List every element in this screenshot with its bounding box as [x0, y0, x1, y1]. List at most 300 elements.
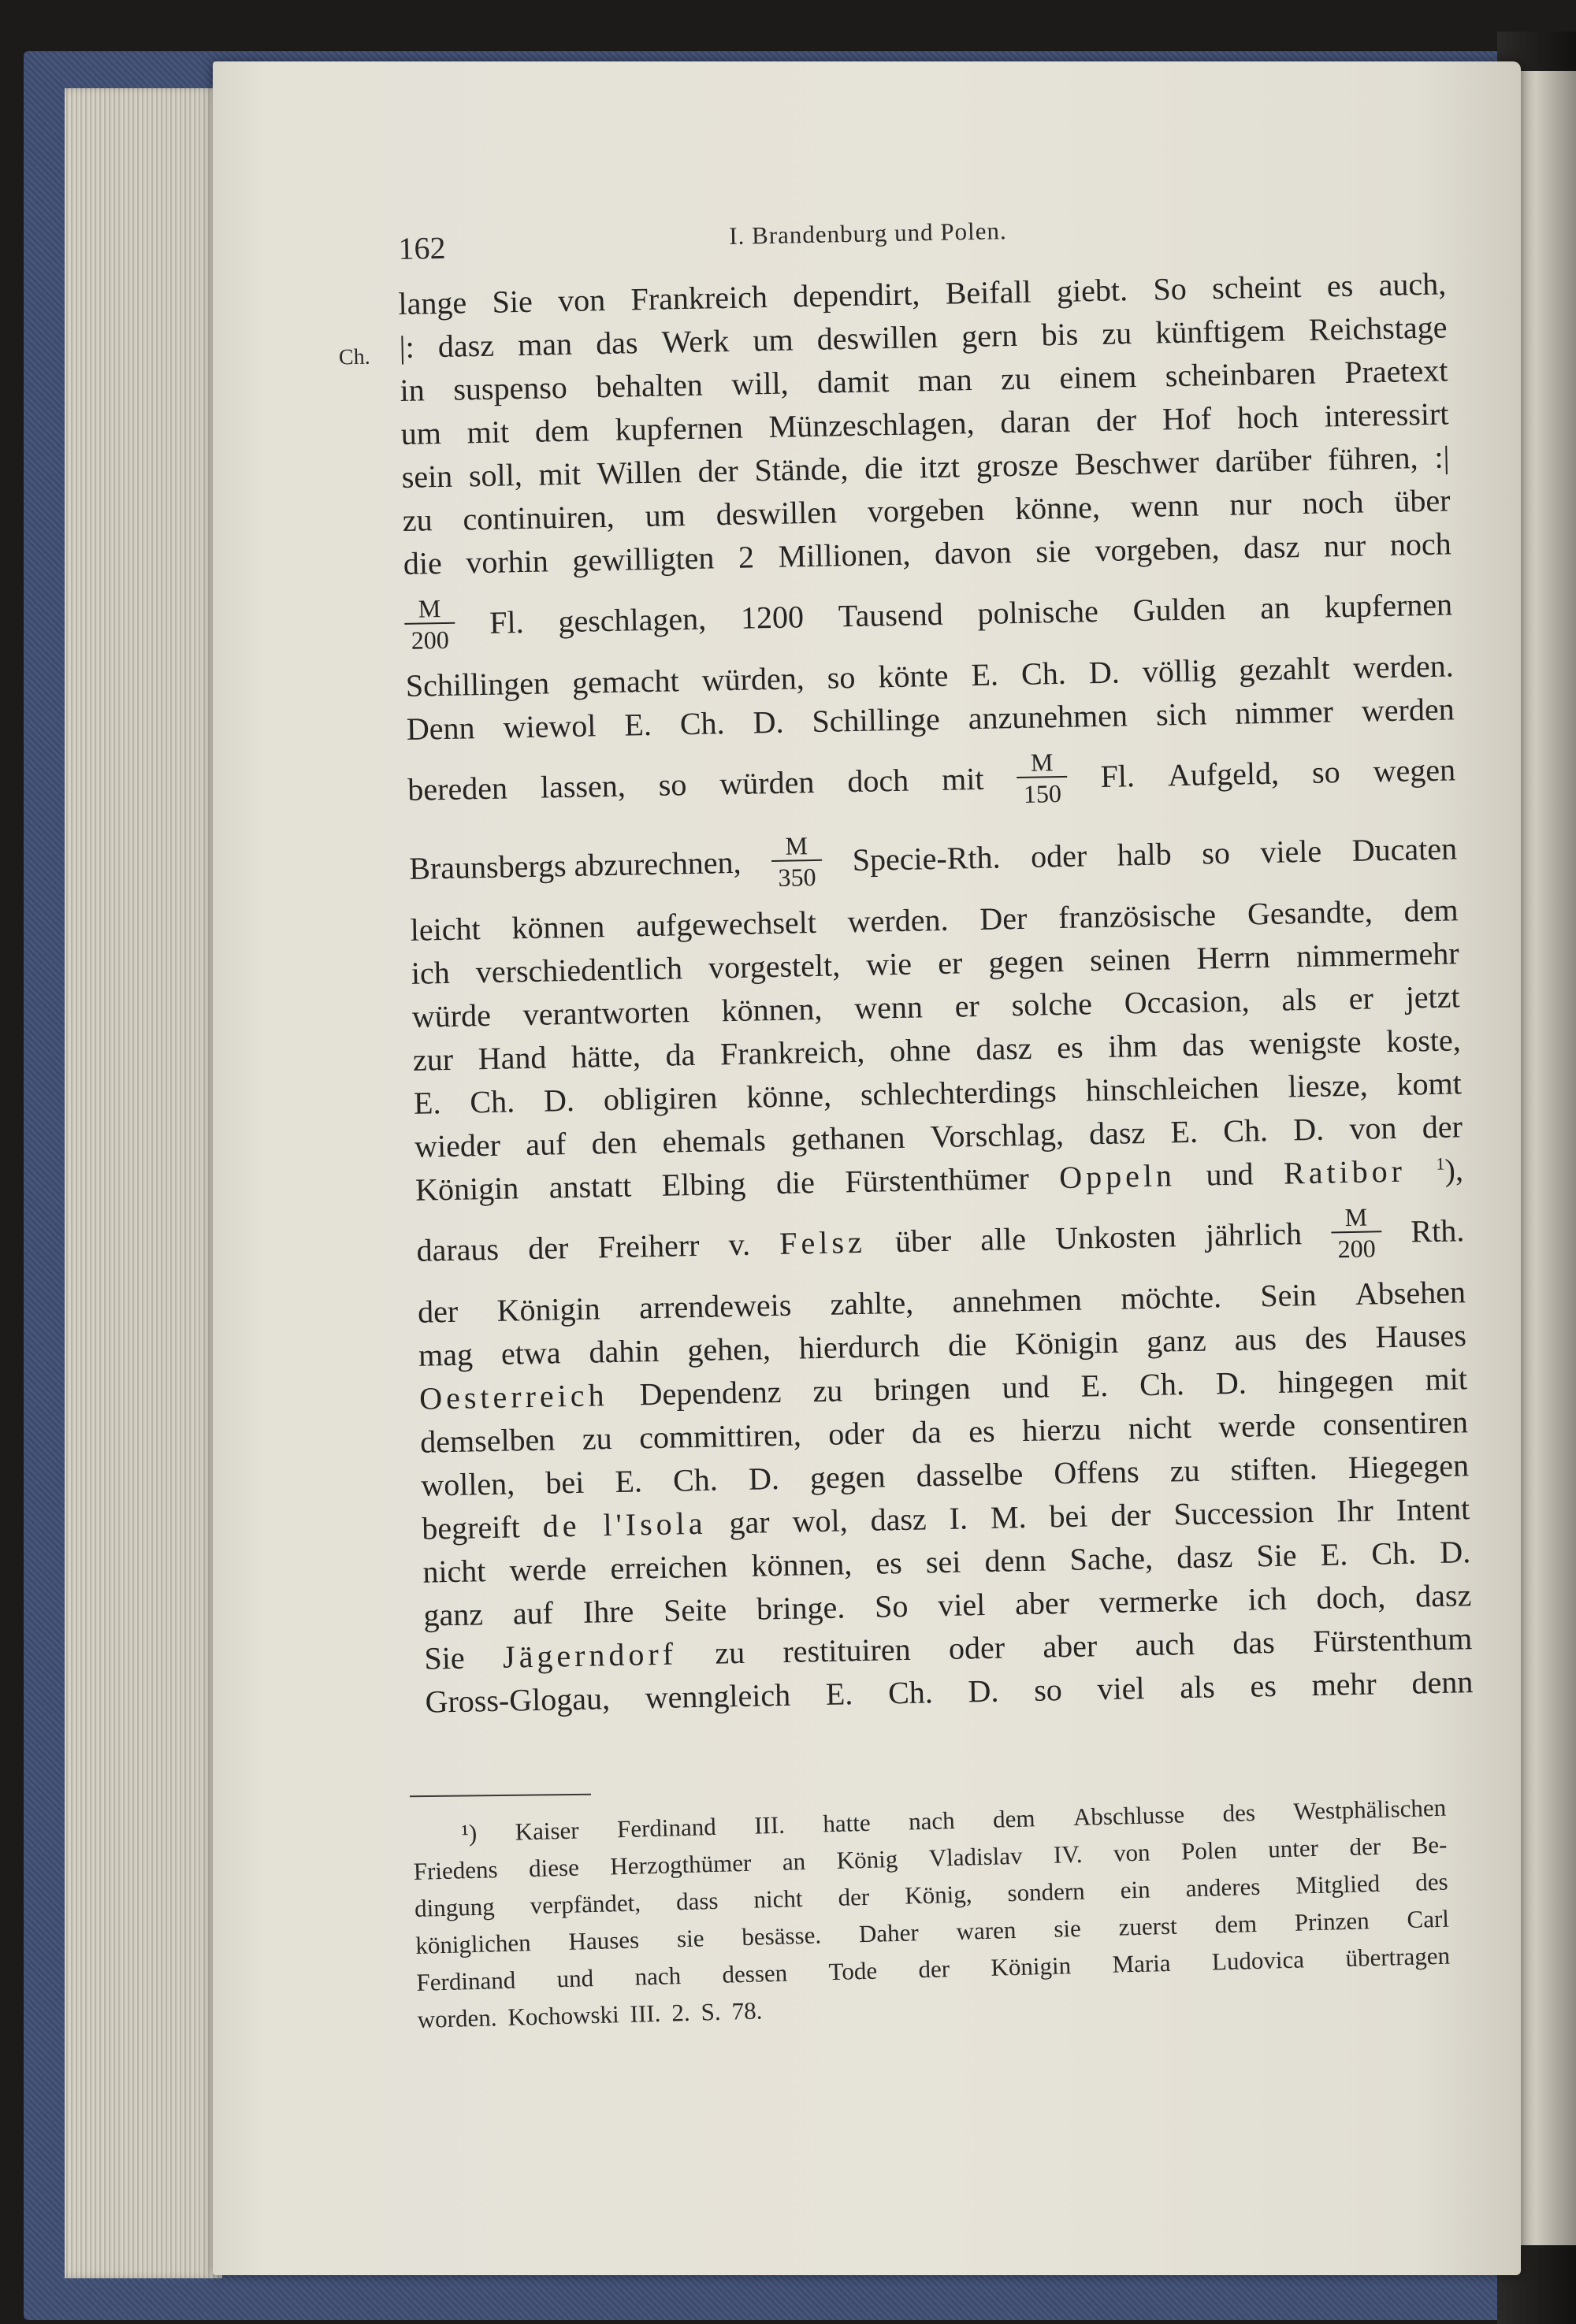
- running-head: I. Brandenburg und Polen.: [728, 217, 1007, 250]
- word: oder: [827, 1415, 885, 1452]
- word: Sie: [492, 283, 533, 320]
- word: da: [665, 1036, 696, 1073]
- word: Praetext: [1344, 352, 1448, 390]
- word: kupfernen: [1324, 586, 1453, 625]
- word: auf: [525, 1126, 567, 1163]
- word: es: [875, 1545, 903, 1581]
- word: vorgeben: [867, 491, 985, 529]
- word: stiften.: [1230, 1450, 1318, 1487]
- word: worden.: [417, 2003, 497, 2033]
- word: hatte: [822, 1808, 872, 1838]
- word: IV.: [1053, 1840, 1083, 1869]
- word: der: [838, 1882, 870, 1911]
- fraction: [1017, 748, 1068, 808]
- word: Elbing: [661, 1165, 746, 1203]
- word: der: [697, 452, 739, 489]
- word: davon: [934, 534, 1013, 571]
- word: scheint: [1211, 268, 1302, 306]
- word: erreichen: [610, 1548, 728, 1587]
- word: seinen: [1089, 941, 1171, 978]
- word: D.: [1088, 654, 1121, 691]
- word: deswillen: [816, 318, 939, 357]
- word: Schillinge: [812, 700, 941, 740]
- word: zu: [1000, 360, 1031, 397]
- word: Be-: [1411, 1830, 1448, 1859]
- word: königlichen: [414, 1929, 532, 1959]
- word: vorgestelt,: [708, 947, 841, 986]
- word: noch: [1302, 484, 1364, 522]
- word: Ferdinand: [416, 1966, 516, 1996]
- word: Fl.: [1100, 758, 1136, 794]
- word: viel: [937, 1587, 986, 1624]
- word: hoch: [1236, 399, 1299, 436]
- word: einem: [1059, 358, 1137, 395]
- word: aus: [1234, 1320, 1277, 1357]
- word: de: [542, 1507, 581, 1544]
- word: E.: [1080, 1367, 1109, 1404]
- word: Carl: [1407, 1904, 1450, 1933]
- word: Absehen: [1355, 1274, 1466, 1312]
- word: Königin: [414, 1170, 519, 1208]
- page-block-edges: [65, 88, 222, 2278]
- word: anderes: [1185, 1872, 1261, 1903]
- word: etwa: [500, 1335, 561, 1372]
- word: E.: [1320, 1536, 1348, 1572]
- word: dasz: [1243, 529, 1300, 566]
- word: Denn: [406, 710, 475, 747]
- word: Fl.: [489, 604, 524, 640]
- word: ganz: [1146, 1322, 1207, 1360]
- word: Beifall: [945, 273, 1032, 311]
- word: grosze: [976, 446, 1059, 484]
- word: darüber: [1214, 441, 1312, 480]
- word: interessirt: [1324, 395, 1449, 434]
- word: Offens: [1053, 1453, 1139, 1491]
- word: übertragen: [1345, 1941, 1451, 1973]
- word: damit: [816, 363, 890, 400]
- word: zu: [1169, 1452, 1200, 1489]
- word: oder: [948, 1629, 1005, 1666]
- word: Gesandte,: [1247, 893, 1373, 932]
- word: sondern: [1007, 1877, 1086, 1907]
- word: Münzeschlagen,: [768, 404, 975, 444]
- word: denn: [984, 1542, 1046, 1580]
- word: zu: [812, 1372, 843, 1409]
- word: ¹): [461, 1818, 478, 1847]
- word: sie: [676, 1924, 704, 1953]
- word: Jägerndorf: [502, 1635, 678, 1675]
- word: aufgewechselt: [635, 904, 817, 944]
- word: ohne: [889, 1031, 952, 1069]
- word: geschlagen,: [558, 600, 707, 640]
- word: giebt.: [1056, 272, 1128, 309]
- word: des: [1222, 1798, 1256, 1828]
- word: das: [595, 325, 638, 362]
- word: behalten: [595, 366, 704, 405]
- word: mit: [538, 455, 582, 492]
- word: zahlte,: [830, 1284, 914, 1322]
- word: So: [1153, 270, 1188, 307]
- word: bei: [1049, 1498, 1088, 1535]
- word: sie: [1053, 1914, 1082, 1943]
- word: sein: [401, 458, 453, 495]
- word: restituiren: [782, 1631, 912, 1669]
- word: 1200: [740, 599, 805, 636]
- word: bringen: [873, 1370, 971, 1408]
- word: nach: [634, 1962, 682, 1991]
- word: die: [947, 1326, 987, 1363]
- word: von: [557, 281, 606, 319]
- word: so: [1311, 754, 1341, 790]
- word: und: [1002, 1368, 1050, 1405]
- word: ich: [411, 954, 451, 991]
- word: Ch.: [1020, 655, 1067, 692]
- word: sei: [925, 1543, 961, 1580]
- fraction-denominator: 200: [404, 622, 455, 655]
- word: gezahlt: [1238, 650, 1331, 688]
- word: 2.: [671, 1998, 691, 2027]
- word: dessen: [722, 1958, 788, 1988]
- word: Maria: [1112, 1948, 1172, 1978]
- word: schlechterdings: [860, 1073, 1057, 1112]
- word: des: [1304, 1320, 1347, 1357]
- word: unter: [1267, 1833, 1319, 1863]
- word: wegen: [1373, 752, 1456, 789]
- word: Seite: [663, 1591, 727, 1628]
- word: aber: [1014, 1584, 1070, 1622]
- word: gegen: [809, 1458, 886, 1496]
- word: begreift: [421, 1509, 521, 1546]
- word: und: [556, 1964, 594, 1993]
- word: Tausend: [838, 596, 943, 634]
- word: wieder: [414, 1127, 501, 1164]
- word: es: [1056, 1029, 1084, 1066]
- word: itzt: [919, 448, 961, 485]
- word: alle: [979, 1220, 1027, 1258]
- word: an: [1259, 589, 1291, 626]
- word: vermerke: [1098, 1582, 1219, 1620]
- word: E.: [971, 656, 999, 693]
- word: E.: [615, 1463, 643, 1499]
- word: könne,: [745, 1077, 832, 1115]
- word: ein: [1120, 1875, 1151, 1904]
- word: anzunehmen: [968, 697, 1128, 737]
- word: Königin: [1014, 1323, 1119, 1362]
- word: polnische: [977, 593, 1099, 631]
- word: Ludovica: [1211, 1945, 1305, 1976]
- word: D.: [1215, 1364, 1247, 1401]
- word: oder: [1030, 837, 1087, 874]
- word: dasz: [976, 1030, 1032, 1067]
- word: anstatt: [548, 1168, 632, 1205]
- word: diese: [528, 1853, 580, 1883]
- word: Ihre: [582, 1593, 634, 1630]
- word: König: [836, 1844, 898, 1874]
- word: nur: [1323, 527, 1366, 564]
- word: die: [403, 545, 443, 581]
- word: dasselbe: [916, 1456, 1024, 1494]
- word: Unkosten: [1054, 1218, 1177, 1257]
- word: Gulden: [1132, 590, 1226, 629]
- fraction: [404, 594, 455, 655]
- word: mag: [418, 1336, 474, 1373]
- word: dasz: [1176, 1538, 1233, 1576]
- word: Friedens: [413, 1855, 499, 1885]
- word: nimmermehr: [1295, 935, 1459, 975]
- word: daran: [999, 403, 1071, 440]
- word: möchte.: [1120, 1279, 1222, 1316]
- word: sie: [1035, 533, 1072, 570]
- word: Ferdinand: [616, 1812, 717, 1843]
- word: leicht: [410, 911, 481, 948]
- word: wol,: [792, 1502, 849, 1539]
- word: Hauses: [568, 1925, 640, 1955]
- word: sich: [1155, 696, 1207, 733]
- word: könne,: [1014, 488, 1101, 527]
- word: denn: [1411, 1664, 1474, 1701]
- word: Ch.: [679, 705, 725, 742]
- word: um: [753, 321, 794, 358]
- word: an: [782, 1847, 806, 1876]
- word: Herrn: [1196, 938, 1271, 976]
- line-text: Rth.: [1411, 1212, 1465, 1249]
- word: nicht: [1128, 1409, 1192, 1446]
- word: wollen,: [420, 1465, 515, 1503]
- word: werden.: [847, 901, 949, 940]
- word: Mitglied: [1295, 1869, 1381, 1899]
- word: S.: [701, 1997, 722, 2026]
- word: von: [1348, 1109, 1397, 1147]
- word: lassen,: [540, 767, 626, 805]
- word: zuerst: [1118, 1911, 1178, 1941]
- word: Frankreich,: [719, 1033, 865, 1072]
- word: v.: [728, 1226, 751, 1263]
- word: das: [1232, 1624, 1276, 1661]
- word: Oesterreich: [418, 1377, 608, 1416]
- word: Intent: [1396, 1491, 1470, 1528]
- word: Ch.: [672, 1461, 719, 1498]
- word: da: [911, 1414, 942, 1450]
- word: Hauses: [1374, 1317, 1467, 1355]
- word: gehen,: [686, 1331, 771, 1368]
- word: Beschwer: [1074, 444, 1199, 482]
- word: mit: [466, 414, 510, 451]
- word: Willen: [597, 454, 682, 492]
- word: Hiegegen: [1347, 1447, 1470, 1486]
- word: III.: [753, 1810, 786, 1840]
- word: D.: [748, 1460, 780, 1497]
- word: scheinbaren: [1165, 355, 1317, 394]
- word: gewilligten: [571, 540, 715, 578]
- word: verantworten: [522, 993, 690, 1033]
- footnote-ref: [1436, 1148, 1463, 1192]
- word: koste,: [1385, 1022, 1462, 1060]
- fraction-denominator: 200: [1331, 1231, 1382, 1263]
- word: über: [894, 1222, 952, 1260]
- word: Vorschlag,: [930, 1116, 1065, 1155]
- word: Gross-Glogau,: [425, 1680, 611, 1720]
- word: dasz: [870, 1501, 927, 1538]
- word: deswillen: [716, 494, 838, 533]
- word: jetzt: [1405, 978, 1460, 1015]
- word: obligiren: [603, 1079, 718, 1118]
- word: können,: [751, 1546, 853, 1583]
- word: könte: [878, 657, 949, 695]
- word: ganz: [423, 1596, 484, 1633]
- word: l'Isola: [603, 1505, 707, 1543]
- word: Herzogthümer: [609, 1848, 752, 1880]
- word: hinschleichen: [1085, 1069, 1259, 1108]
- word: führen,: [1327, 440, 1418, 477]
- word: Fürstenthum: [1312, 1620, 1473, 1660]
- word: können: [511, 908, 605, 946]
- word: E.: [623, 706, 652, 743]
- word: Ch.: [1139, 1366, 1185, 1403]
- page-number: 162: [398, 229, 446, 266]
- word: viele: [1260, 833, 1322, 871]
- fraction-numerator: M: [418, 594, 441, 623]
- word: bis: [1041, 316, 1079, 353]
- word: soll,: [468, 457, 523, 494]
- word: ich: [1247, 1580, 1288, 1617]
- word: werden.: [1352, 648, 1454, 685]
- word: Frankreich: [630, 279, 768, 317]
- word: So: [874, 1587, 909, 1624]
- word: komt: [1396, 1065, 1463, 1102]
- word: auf: [512, 1595, 554, 1632]
- word: 78.: [731, 1996, 763, 2025]
- word: auch: [1135, 1625, 1195, 1663]
- word: man: [517, 325, 573, 363]
- word: Ch.: [1370, 1535, 1417, 1572]
- word: der: [527, 1230, 569, 1267]
- word: gegen: [988, 942, 1065, 980]
- word: Stände,: [754, 451, 849, 488]
- word: verpfändet,: [530, 1888, 641, 1920]
- word: dasz: [1414, 1577, 1472, 1614]
- word: D.: [1439, 1534, 1471, 1570]
- word: consentiren: [1322, 1404, 1469, 1442]
- word: E.: [413, 1085, 441, 1121]
- word: annehmen: [952, 1281, 1083, 1320]
- word: D.: [1292, 1111, 1325, 1148]
- word: doch: [846, 762, 909, 800]
- word: Sie: [1256, 1537, 1297, 1574]
- word: wenn: [853, 989, 924, 1026]
- word: er: [937, 945, 963, 982]
- word: Succession: [1173, 1493, 1314, 1532]
- word: Schillingen: [405, 665, 550, 704]
- word: hingegen: [1277, 1362, 1394, 1400]
- word: Ch.: [469, 1083, 515, 1120]
- word: gern: [961, 317, 1018, 355]
- word: der: [417, 1293, 459, 1330]
- word: Reichstage: [1308, 309, 1448, 347]
- word: kupfernen: [615, 409, 744, 447]
- word: werden: [1361, 691, 1455, 729]
- fraction-numerator: M: [1030, 748, 1054, 777]
- word: bringe.: [756, 1589, 846, 1627]
- word: waren: [956, 1915, 1017, 1945]
- word: der: [1422, 1108, 1463, 1145]
- word: M.: [990, 1498, 1027, 1535]
- main-text: [398, 262, 1474, 1723]
- word: werde: [509, 1550, 587, 1588]
- word: Felsz: [779, 1223, 867, 1261]
- word: dingung: [414, 1892, 496, 1922]
- word: Ratibor: [1283, 1153, 1407, 1191]
- word: E.: [1170, 1113, 1199, 1150]
- word: doch,: [1316, 1579, 1386, 1616]
- word: mit: [1425, 1361, 1468, 1398]
- word: der: [1095, 402, 1137, 439]
- word: Königin: [991, 1951, 1072, 1981]
- word: halb: [1117, 836, 1173, 873]
- word: Oppeln: [1058, 1157, 1176, 1196]
- word: dahin: [589, 1332, 660, 1370]
- word: als: [1280, 981, 1318, 1018]
- word: Hand: [478, 1039, 547, 1077]
- word: mit: [941, 760, 984, 797]
- word: die: [864, 449, 904, 486]
- word: Millionen,: [778, 536, 911, 574]
- word: Freiherr: [597, 1227, 700, 1265]
- fraction-denominator: 150: [1017, 776, 1068, 808]
- word: I.: [949, 1500, 968, 1536]
- word: über: [1393, 482, 1451, 519]
- word: die: [775, 1164, 816, 1201]
- word: D.: [543, 1082, 575, 1119]
- word: zu: [582, 1420, 613, 1457]
- word: gethanen: [790, 1119, 905, 1157]
- word: aber: [1042, 1628, 1098, 1665]
- word: Prinzen: [1294, 1906, 1370, 1936]
- word: das: [1181, 1026, 1225, 1064]
- word: es: [1250, 1667, 1277, 1704]
- fraction-denominator: 350: [771, 859, 823, 892]
- word: ehemals: [662, 1122, 767, 1160]
- word: König,: [904, 1880, 972, 1910]
- word: dasz: [437, 327, 495, 365]
- word: Aufgeld,: [1167, 755, 1280, 793]
- word: den: [591, 1124, 637, 1161]
- word: suspenso: [452, 369, 568, 407]
- word: |:: [399, 329, 415, 365]
- word: Werk: [661, 322, 730, 360]
- word: Specie-Rth.: [852, 839, 1001, 878]
- word: hierdurch: [798, 1327, 920, 1366]
- word: Dependenz: [639, 1373, 782, 1413]
- word: es: [968, 1413, 996, 1450]
- word: Sache,: [1069, 1539, 1154, 1577]
- word: völlig: [1142, 652, 1217, 689]
- word: Kochowski: [507, 2000, 620, 2031]
- word: Abschlusse: [1072, 1800, 1185, 1832]
- word: hätte,: [571, 1038, 641, 1075]
- word: nimmer: [1234, 693, 1334, 731]
- word: so: [827, 659, 856, 696]
- word: Polen: [1180, 1836, 1238, 1866]
- word: :|: [1433, 439, 1450, 475]
- word: vorhin: [465, 543, 549, 581]
- margin-note: Ch.: [338, 344, 370, 370]
- fraction-numerator: M: [1344, 1202, 1368, 1232]
- word: der: [1348, 1832, 1381, 1861]
- word: dem: [1403, 892, 1459, 929]
- word: Daher: [858, 1918, 920, 1948]
- word: liesze,: [1288, 1067, 1369, 1104]
- word: um: [400, 414, 442, 451]
